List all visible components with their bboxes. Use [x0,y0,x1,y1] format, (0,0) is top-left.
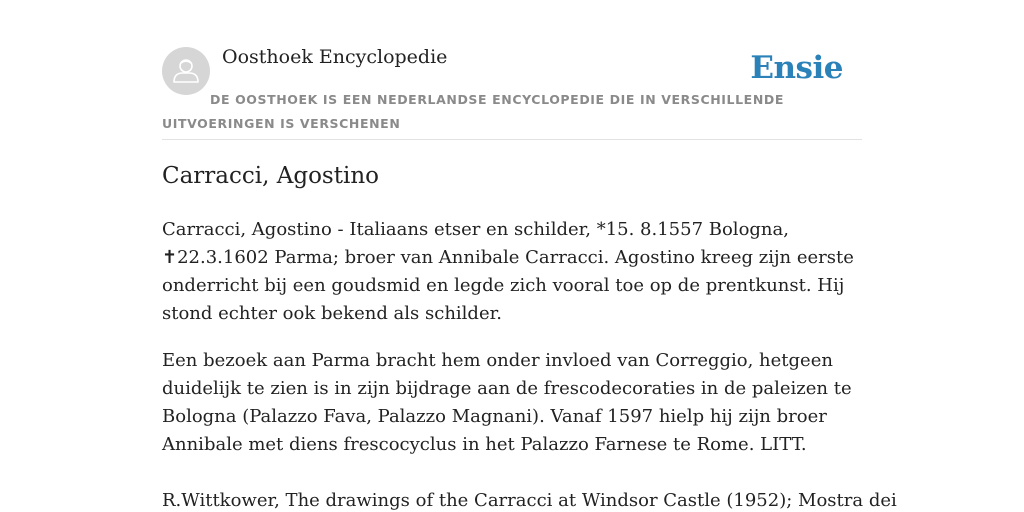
article-paragraph-2: Een bezoek aan Parma bracht hem onder invloed van Correggio, hetgeen duidelijk te zien is in zijn bijdrage aan de frescodecoraties in de paleizen te Bologna (Palazzo Fava, Palazzo Magnani). Vanaf 1597 hielp hij zijn broer Annibale met diens frescocyclus in het Palazzo Farnese te Rome. LITT. [162,350,852,455]
header [162,0,862,140]
source-name-link[interactable]: Oosthoek Encyclopedie [222,46,448,68]
article-title: Carracci, Agostino [162,163,379,189]
source-tagline: DE OOSTHOEK IS EEN NEDERLANDSE ENCYCLOPEDIE DIE IN VERSCHILLENDE UITVOERINGEN IS VERSCHENEN [162,92,784,131]
article-paragraph-1: Carracci, Agostino - Italiaans etser en schilder, *15. 8.1557 Bologna, ✝22.3.1602 Parma; broer van Annibale Carracci. Agostino kreeg zijn eerste onderricht bij een goudsmid en legde zich vooral toe op de prentkunst. Hij stond echter ook bekend als schilder. [162,219,854,324]
page [162,0,897,511]
brand-logo-link[interactable]: Ensie [750,50,843,86]
article-paragraph-3: R.Wittkower, The drawings of the Carracci at Windsor Castle (1952); Mostra dei [162,490,897,511]
